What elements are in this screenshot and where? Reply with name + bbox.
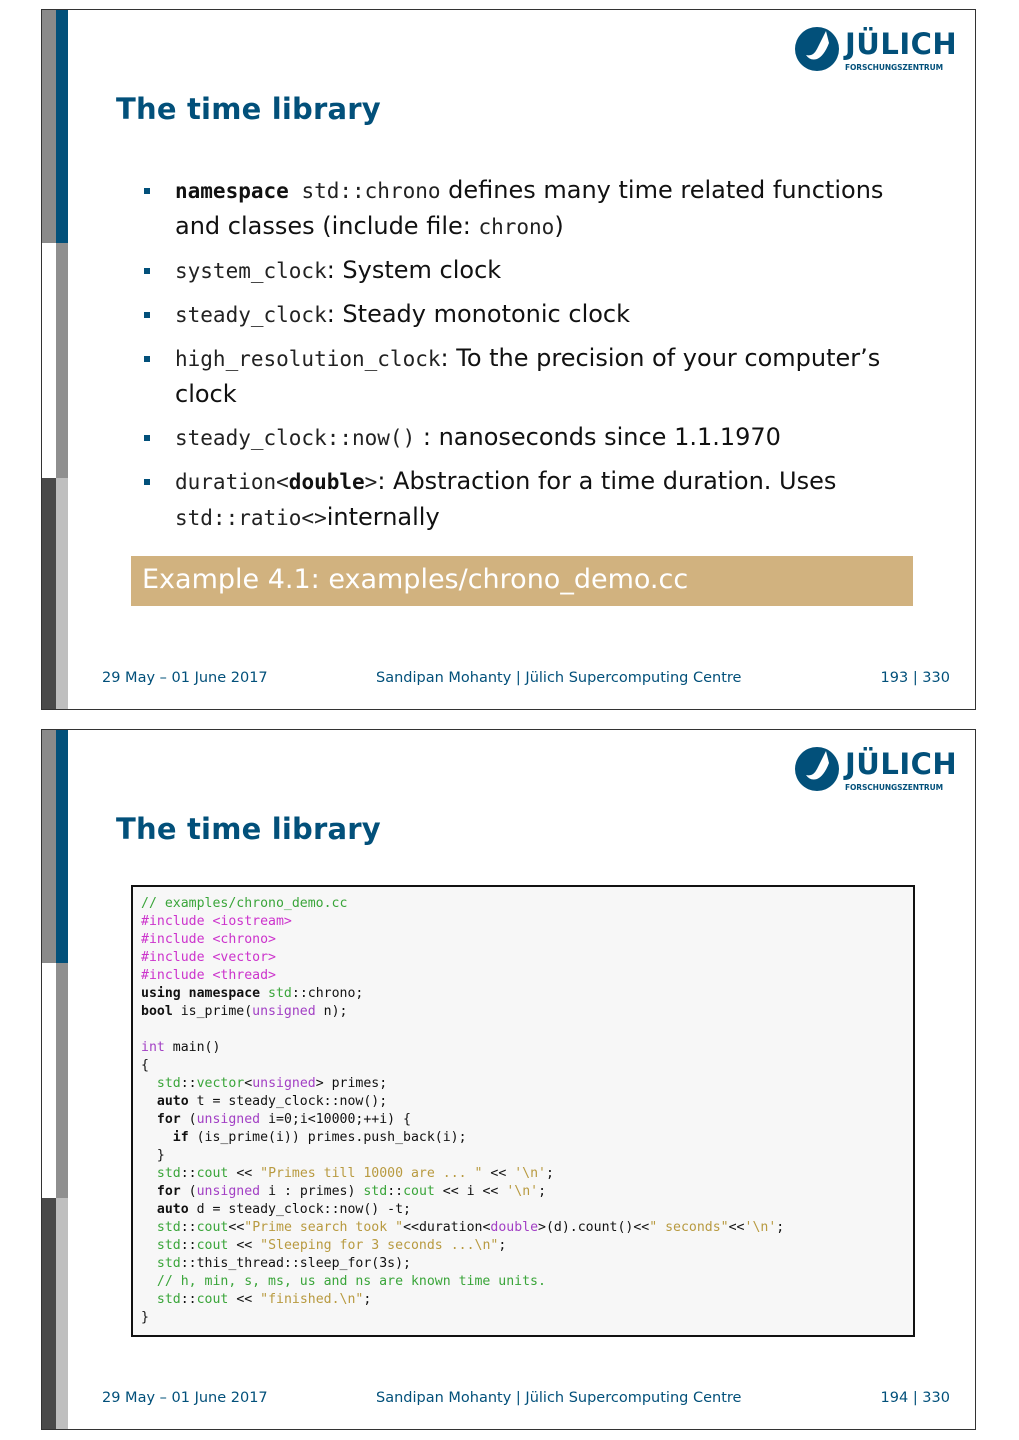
code-line: [141, 1255, 913, 1273]
code-token: for: [156, 1184, 181, 1199]
bullet-square-icon: [144, 268, 150, 274]
bullet-square-icon: [144, 435, 150, 441]
code-token: using namespace: [141, 986, 261, 1001]
code-token: std: [156, 1076, 181, 1091]
bullet-text: system_clock: [175, 259, 327, 283]
code-token: // examples/chrono_demo.cc: [141, 896, 348, 911]
code-token: "finished.\n": [260, 1292, 364, 1307]
bullet-text: >: [364, 470, 378, 494]
code-line: [141, 1075, 913, 1093]
code-token: [260, 986, 268, 1001]
code-token: t = steady_clock::now();: [188, 1094, 388, 1109]
bullet-item: [142, 420, 922, 456]
code-token: [141, 1184, 157, 1199]
code-token: for: [156, 1112, 181, 1127]
code-token: ::chrono;: [291, 986, 364, 1001]
bullet-list: [142, 173, 922, 544]
code-line: [141, 1147, 913, 1165]
side-bar-outer: [42, 10, 56, 709]
footer-page-number: 193 | 330: [880, 670, 950, 686]
code-token: > primes;: [315, 1076, 388, 1091]
code-line: [141, 1201, 913, 1219]
slide-title: The time library: [116, 92, 381, 126]
bullet-item: [142, 464, 922, 536]
code-token: "Primes till 10000 are ... ": [260, 1166, 483, 1181]
code-token: <<: [228, 1166, 261, 1181]
footer: [42, 1390, 975, 1410]
code-token: std: [156, 1238, 181, 1253]
code-token: [141, 1238, 157, 1253]
code-token: {: [141, 1058, 149, 1073]
code-line: [141, 1183, 913, 1201]
code-token: int: [141, 1040, 165, 1055]
slide-title: The time library: [116, 812, 381, 846]
code-token: is_prime(: [172, 1004, 253, 1019]
code-token: (: [180, 1184, 197, 1199]
code-token: <<: [228, 1292, 261, 1307]
code-token: "Sleeping for 3 seconds ...\n": [260, 1238, 499, 1253]
logo-name: JÜLICH: [845, 27, 958, 61]
code-token: >(d).count()<<: [538, 1220, 650, 1235]
code-token: " seconds": [649, 1220, 729, 1235]
code-token: cout: [196, 1238, 229, 1253]
bullet-text: high_resolution_clock: [175, 347, 441, 371]
bullet-text: steady_clock::now(): [175, 426, 416, 450]
juelich-logo-icon: [793, 25, 843, 73]
logo-subtitle: FORSCHUNGSZENTRUM: [845, 63, 943, 72]
slide-194: [41, 729, 976, 1430]
slide-193: [41, 9, 976, 710]
juelich-logo: [793, 23, 958, 79]
footer-date: 29 May – 01 June 2017: [102, 1390, 268, 1406]
bullet-square-icon: [144, 188, 150, 194]
code-token: cout: [196, 1292, 229, 1307]
code-token: i : primes): [260, 1184, 364, 1199]
footer-date: 29 May – 01 June 2017: [102, 670, 268, 686]
code-token: double: [490, 1220, 539, 1235]
bullet-text: double: [288, 470, 365, 494]
code-token: "Prime search took ": [244, 1220, 404, 1235]
bullet-item: [142, 253, 922, 289]
bullet-square-icon: [144, 356, 150, 362]
footer-author: Sandipan Mohanty | Jülich Supercomputing Centre: [376, 1390, 742, 1406]
bullet-item: [142, 341, 922, 412]
code-token: auto: [156, 1094, 189, 1109]
bullet-square-icon: [144, 312, 150, 318]
code-token: auto: [156, 1202, 189, 1217]
code-token: ::: [180, 1292, 197, 1307]
bullet-text: duration<: [175, 470, 289, 494]
code-token: unsigned: [252, 1076, 316, 1091]
code-token: <<: [228, 1220, 245, 1235]
code-token: std: [156, 1166, 181, 1181]
code-token: // h, min, s, ms, us and ns are known time units.: [141, 1274, 546, 1289]
code-token: unsigned: [252, 1004, 316, 1019]
code-token: <<: [728, 1220, 745, 1235]
side-bar-inner: [56, 10, 68, 709]
code-token: <<: [482, 1166, 515, 1181]
code-token: << i <<: [434, 1184, 507, 1199]
code-line: [141, 1273, 913, 1291]
bullet-text: ): [554, 212, 564, 240]
code-token: ;: [545, 1166, 554, 1181]
code-token: (: [180, 1112, 197, 1127]
code-token: [141, 1292, 157, 1307]
bullet-text: : Abstraction for a time duration. Uses: [377, 467, 837, 495]
code-token: ::: [387, 1184, 404, 1199]
code-line: [141, 1093, 913, 1111]
code-token: ;: [538, 1184, 547, 1199]
side-bar-inner: [56, 730, 68, 1429]
code-token: ;: [776, 1220, 785, 1235]
code-token: if: [172, 1130, 189, 1145]
bullet-text: : nanoseconds since 1.1.1970: [415, 423, 781, 451]
bullet-text: defines many time related functions and classes (include file:: [175, 176, 884, 240]
logo-name: JÜLICH: [845, 747, 958, 781]
code-token: [141, 1220, 157, 1235]
code-line: [141, 1219, 913, 1237]
juelich-logo-icon: [793, 745, 843, 793]
code-line: [141, 1039, 913, 1057]
bullet-text: internally: [326, 503, 440, 531]
code-token: [141, 1166, 157, 1181]
code-token: <<duration<: [403, 1220, 491, 1235]
footer-page-number: 194 | 330: [880, 1390, 950, 1406]
code-token: #include <chrono>: [141, 932, 276, 947]
code-token: }: [141, 1310, 149, 1325]
footer: [42, 670, 975, 690]
bullet-text: : To the precision of your computer’s clock: [175, 344, 881, 408]
bullet-item: [142, 297, 922, 333]
code-token: ;: [363, 1292, 372, 1307]
code-listing: [131, 885, 915, 1337]
code-token: [141, 1130, 173, 1145]
code-line: [141, 1003, 913, 1021]
code-token: ;: [498, 1238, 507, 1253]
code-token: }: [141, 1148, 165, 1163]
code-token: #include <thread>: [141, 968, 276, 983]
code-token: #include <iostream>: [141, 914, 292, 929]
code-line: [141, 913, 913, 931]
code-line: [141, 1057, 913, 1075]
bullet-text: : System clock: [326, 256, 502, 284]
code-token: bool: [141, 1004, 173, 1019]
code-token: i=0;i<10000;++i) {: [260, 1112, 411, 1127]
bullet-item: [142, 173, 922, 245]
code-line: [141, 895, 913, 913]
code-token: n);: [315, 1004, 348, 1019]
bullet-text: std::chrono: [288, 179, 441, 203]
code-token: (is_prime(i)) primes.push_back(i);: [188, 1130, 467, 1145]
code-token: #include <vector>: [141, 950, 276, 965]
code-token: std: [156, 1292, 181, 1307]
code-token: std: [363, 1184, 388, 1199]
code-line: [141, 1111, 913, 1129]
code-token: '\n': [514, 1166, 546, 1181]
code-token: d = steady_clock::now() -t;: [188, 1202, 411, 1217]
code-token: cout: [403, 1184, 435, 1199]
code-token: std: [156, 1256, 181, 1271]
code-token: ::: [180, 1166, 197, 1181]
side-bar-outer: [42, 730, 56, 1429]
code-line: [141, 1129, 913, 1147]
code-token: vector: [196, 1076, 245, 1091]
code-line: [141, 1021, 913, 1039]
bullet-square-icon: [144, 479, 150, 485]
code-token: '\n': [506, 1184, 539, 1199]
bullet-text: : Steady monotonic clock: [326, 300, 631, 328]
code-token: cout: [196, 1220, 229, 1235]
logo-subtitle: FORSCHUNGSZENTRUM: [845, 783, 943, 792]
code-token: <<: [228, 1238, 261, 1253]
code-token: ::: [180, 1076, 197, 1091]
code-token: [141, 1094, 157, 1109]
code-line: [141, 967, 913, 985]
code-token: main(): [164, 1040, 221, 1055]
code-token: unsigned: [196, 1112, 261, 1127]
code-line: [141, 949, 913, 967]
code-token: [141, 1256, 157, 1271]
code-token: cout: [196, 1166, 229, 1181]
code-token: [141, 1202, 157, 1217]
code-token: ::this_thread::sleep_for(3s);: [180, 1256, 411, 1271]
code-token: unsigned: [196, 1184, 261, 1199]
code-token: '\n': [744, 1220, 777, 1235]
juelich-logo: [793, 743, 958, 799]
code-token: std: [268, 986, 292, 1001]
code-line: [141, 1237, 913, 1255]
code-line: [141, 1309, 913, 1327]
code-token: std: [156, 1220, 181, 1235]
example-box: Example 4.1: examples/chrono_demo.cc: [131, 556, 913, 606]
code-line: [141, 985, 913, 1003]
footer-author: Sandipan Mohanty | Jülich Supercomputing Centre: [376, 670, 742, 686]
code-token: ::: [180, 1220, 197, 1235]
code-token: <: [244, 1076, 253, 1091]
code-token: [141, 1076, 157, 1091]
bullet-text: steady_clock: [175, 303, 327, 327]
code-line: [141, 931, 913, 949]
code-token: [141, 1112, 157, 1127]
code-line: [141, 1165, 913, 1183]
bullet-text: chrono: [478, 215, 555, 239]
bullet-text: std::ratio<>: [175, 506, 327, 530]
code-line: [141, 1291, 913, 1309]
bullet-text: namespace: [175, 179, 289, 203]
code-token: ::: [180, 1238, 197, 1253]
